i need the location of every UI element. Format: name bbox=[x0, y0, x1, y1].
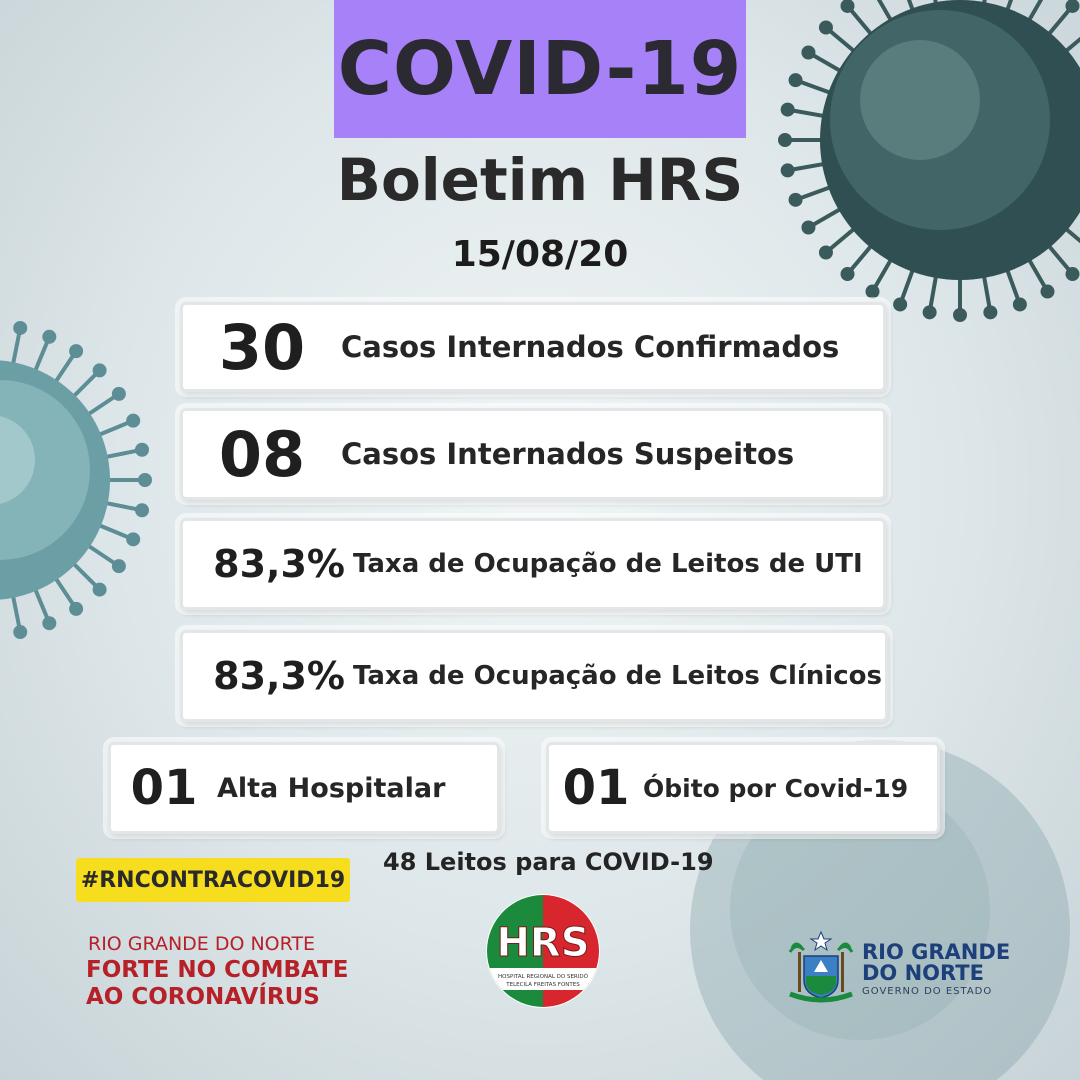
stat-card-icu-occupancy bbox=[180, 518, 886, 610]
stat-card-confirmed bbox=[180, 302, 886, 392]
state-coat-of-arms-icon bbox=[784, 928, 858, 1006]
stat-label: Casos Internados Suspeitos bbox=[341, 437, 795, 471]
stat-card-suspected bbox=[180, 408, 886, 500]
hospital-logo-letters: HRS bbox=[496, 920, 590, 966]
stat-value: 08 bbox=[218, 417, 306, 491]
stat-label: Taxa de Ocupação de Leitos Clínicos bbox=[353, 661, 882, 691]
page-title: COVID-19 bbox=[337, 26, 743, 112]
campaign-line-1: RIO GRANDE DO NORTE bbox=[88, 933, 316, 955]
stat-card-deaths bbox=[546, 742, 940, 834]
virus-bottom-right-icon bbox=[560, 680, 1080, 1080]
page-subtitle: Boletim HRS bbox=[336, 146, 744, 214]
bulletin-date: 15/08/20 bbox=[451, 234, 629, 275]
stat-value: 30 bbox=[218, 310, 306, 384]
government-logo-line-3: GOVERNO DO ESTADO bbox=[862, 986, 993, 997]
hospital-logo-caption-1: HOSPITAL REGIONAL DO SERIDÓ bbox=[498, 974, 588, 980]
stat-card-discharges bbox=[108, 742, 500, 834]
campaign-line-2: FORTE NO COMBATE bbox=[86, 957, 349, 983]
stat-value: 01 bbox=[130, 760, 198, 816]
beds-note: 48 Leitos para COVID-19 bbox=[383, 848, 714, 876]
government-logo-line-2: DO NORTE bbox=[862, 961, 984, 985]
stat-card-clinical-occupancy bbox=[180, 630, 888, 722]
hashtag-badge: #RNCONTRACOVID19 bbox=[76, 858, 350, 902]
government-logo-line-1: RIO GRANDE bbox=[862, 940, 1011, 964]
hospital-logo-caption-2: TELECILA FREITAS FONTES bbox=[506, 982, 580, 988]
stat-label: Taxa de Ocupação de Leitos de UTI bbox=[353, 549, 863, 579]
stat-label: Casos Internados Confirmados bbox=[341, 330, 840, 364]
campaign-line-3: AO CORONAVÍRUS bbox=[86, 984, 320, 1010]
title-banner bbox=[334, 0, 746, 138]
stat-label: Alta Hospitalar bbox=[217, 772, 446, 804]
hospital-logo-icon bbox=[484, 892, 602, 1010]
stat-value: 83,3% bbox=[213, 542, 345, 586]
virus-left-icon bbox=[0, 260, 180, 700]
stat-value: 01 bbox=[562, 760, 630, 816]
stat-value: 83,3% bbox=[213, 654, 345, 698]
stat-label: Óbito por Covid-19 bbox=[643, 773, 909, 803]
